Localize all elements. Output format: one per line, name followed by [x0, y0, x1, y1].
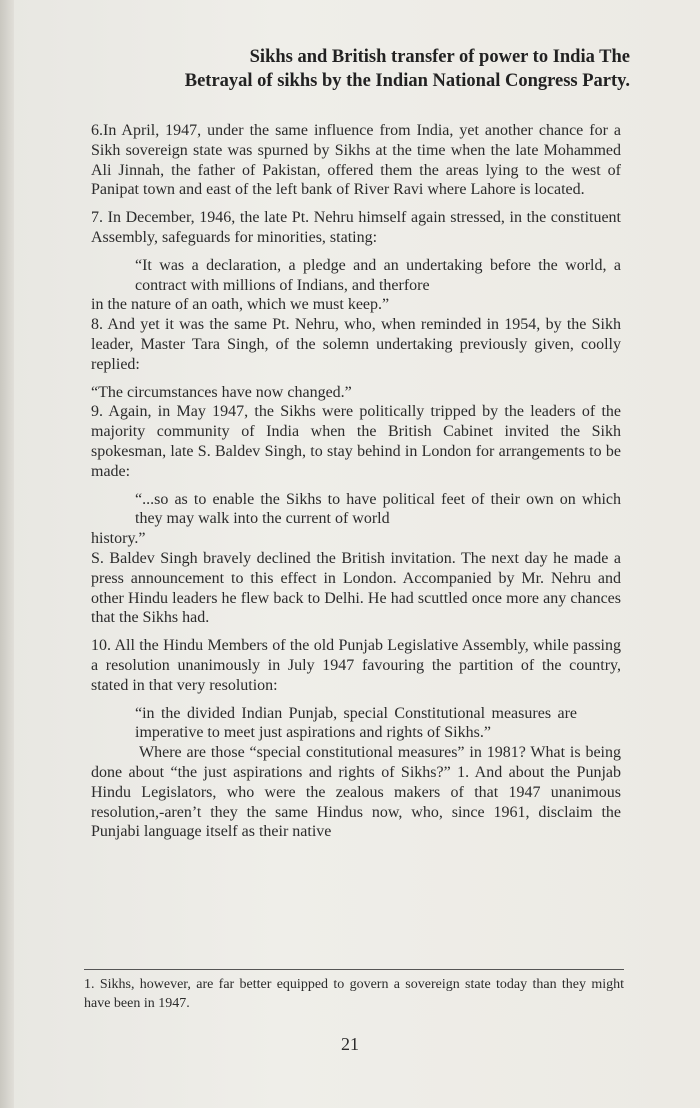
- quote-circumstances: “The circumstances have now changed.”: [91, 383, 352, 401]
- body-text: [91, 121, 621, 842]
- paragraph-10: 10. All the Hindu Members of the old Punjab Legislative Assembly, while passing a resolution unanimously in July 1947 favouring the partition of the country, stated in that very resolution:: [91, 637, 621, 694]
- paragraph-9: 9. Again, in May 1947, the Sikhs were politically tripped by the leaders of the majority community of India when the British Cabinet invited the Sikh spokesman, late S. Baldev Singh, to stay behind in London for arrangements to be made:: [91, 403, 621, 480]
- footnote-rule: [84, 969, 624, 970]
- page-edge: [0, 0, 14, 1108]
- footnote: 1. Sikhs, however, are far better equipped to govern a sovereign state today than they might have been in 1947.: [84, 977, 624, 1011]
- quote-political-feet: “...so as to enable the Sikhs to have political feet of their own on which they may walk into the current of world: [135, 490, 621, 528]
- quote-political-feet-end: history.”: [91, 530, 146, 548]
- chapter-title-line-2: Betrayal of sikhs by the Indian National Congress Party.: [184, 71, 630, 91]
- chapter-title-line-1: Sikhs and British transfer of power to India The: [249, 47, 630, 67]
- paragraph-11: Where are those “special constitutional measures” in 1981? What is being done about “the just aspirations and rights of Sikhs?” 1. And about the Punjab Hindu Legislators, who were the zealous makers of that 1947 unanimous resolution,-aren’t they the same Hindus now, who, since 1961, disclaim the Punjabi language itself as their native: [91, 744, 621, 841]
- quote-nehru-pledge-end: in the nature of an oath, which we must keep.”: [91, 296, 390, 314]
- paragraph-7: 7. In December, 1946, the late Pt. Nehru himself again stressed, in the constituent Assembly, safeguards for minorities, stating:: [91, 209, 621, 246]
- paragraph-6: 6.In April, 1947, under the same influence from India, yet another chance for a Sikh sovereign state was spurned by Sikhs at the time when the late Mohammed Ali Jinnah, the father of Pakistan, offered them the areas lying to the west of Panipat town and east of the left bank of River Ravi where Lahore is located.: [91, 122, 621, 199]
- quote-resolution: “in the divided Indian Punjab, special Constitutional measures are imperative to meet just aspirations and rights of Sikhs.”: [135, 704, 577, 742]
- paragraph-9-continued: S. Baldev Singh bravely declined the British invitation. The next day he made a press announcement to this effect in London. Accompanied by Mr. Nehru and other Hindu leaders he flew back to Delhi. He had scuttled once more any chances that the Sikhs had.: [91, 549, 621, 627]
- quote-nehru-pledge: “It was a declaration, a pledge and an undertaking before the world, a contract with millions of Indians, and therfore: [135, 256, 621, 294]
- paragraph-8: 8. And yet it was the same Pt. Nehru, who, when reminded in 1954, by the Sikh leader, Master Tara Singh, of the solemn undertaking previously given, coolly replied:: [91, 316, 621, 373]
- page-number: 21: [341, 1034, 359, 1054]
